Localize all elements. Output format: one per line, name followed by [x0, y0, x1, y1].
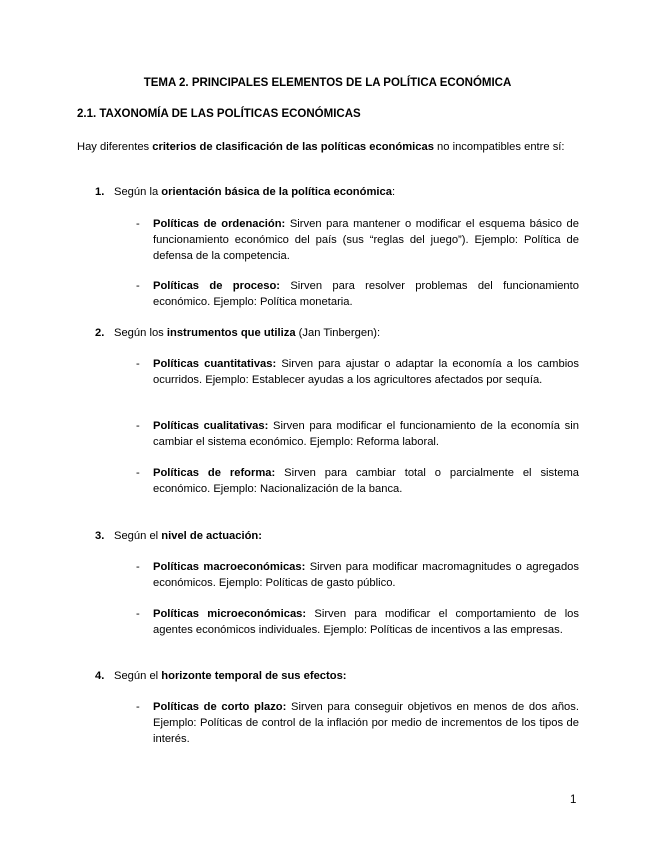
criterion-number: 2.: [95, 327, 105, 339]
item-term: Políticas macroeconómicas:: [153, 561, 306, 573]
criterion-prefix: Según la: [114, 186, 162, 198]
criterion-number: 4.: [95, 670, 105, 682]
dash-bullet: -: [136, 701, 140, 713]
list-item: [136, 699, 579, 747]
item-term: Políticas de proceso:: [153, 280, 280, 292]
item-text: Sirven para modificar el comportamiento de los agentes económicos individuales. Ejemplo: Políticas de incentivos a las empresas.: [153, 608, 579, 636]
item-term: Políticas microeconómicas:: [153, 608, 307, 620]
item-term: Políticas cuantitativas:: [153, 358, 277, 370]
intro-text: Hay diferentes: [77, 141, 153, 153]
dash-bullet: -: [136, 467, 140, 479]
item-text: Sirven para cambiar total o parcialmente el sistema económico. Ejemplo: Nacionalización de la banca.: [153, 467, 579, 495]
list-item: [136, 278, 579, 310]
dash-bullet: -: [136, 280, 140, 292]
criterion-key: orientación básica de la política económica: [161, 186, 392, 198]
page-title: TEMA 2. PRINCIPALES ELEMENTOS DE LA POLÍTICA ECONÓMICA: [143, 77, 512, 89]
criterion-prefix: Según el: [114, 530, 162, 542]
item-text: Sirven para resolver problemas del funcionamiento económico. Ejemplo: Política monetaria.: [153, 280, 579, 308]
intro-paragraph: [77, 139, 579, 155]
criterion-2: [95, 325, 575, 341]
intro-text-end: no incompatibles entre sí:: [433, 141, 565, 153]
item-text: Sirven para ajustar o adaptar la economía a los cambios ocurridos. Ejemplo: Establecer ayudas a los agricultores afectados por sequía.: [153, 358, 579, 386]
dash-bullet: -: [136, 218, 140, 230]
criterion-4: [95, 668, 575, 684]
criterion-number: 3.: [95, 530, 105, 542]
list-item: [136, 418, 579, 450]
dash-bullet: -: [136, 561, 140, 573]
criterion-key: instrumentos que utiliza: [166, 327, 296, 339]
list-item: [136, 216, 579, 264]
item-text: Sirven para mantener o modificar el esquema básico de funcionamiento económico del país (sus “reglas del juego”). Ejemplo: Política de defensa de la competencia.: [153, 218, 579, 262]
list-item: [136, 559, 579, 591]
dash-bullet: -: [136, 358, 140, 370]
item-term: Políticas de corto plazo:: [153, 701, 287, 713]
item-text: Sirven para modificar el funcionamiento de la economía sin cambiar el sistema económico. Ejemplo: Reforma laboral.: [153, 420, 579, 448]
list-item: [136, 356, 579, 388]
item-term: Políticas de ordenación:: [153, 218, 286, 230]
criterion-key: nivel de actuación:: [161, 530, 262, 542]
page-number: 1: [570, 794, 577, 806]
item-term: Políticas de reforma:: [153, 467, 276, 479]
section-heading: 2.1. TAXONOMÍA DE LAS POLÍTICAS ECONÓMICAS: [77, 108, 361, 120]
criterion-suffix: :: [391, 186, 396, 198]
criterion-key: horizonte temporal de sus efectos:: [161, 670, 347, 682]
intro-bold: criterios de clasificación de las políticas económicas: [152, 141, 434, 153]
criterion-3: [95, 528, 575, 544]
criterion-prefix: Según el: [114, 670, 162, 682]
item-text: Sirven para modificar macromagnitudes o agregados económicos. Ejemplo: Políticas de gasto público.: [153, 561, 579, 589]
list-item: [136, 606, 579, 638]
dash-bullet: -: [136, 608, 140, 620]
item-text: Sirven para conseguir objetivos en menos de dos años. Ejemplo: Políticas de control de la inflación por medio de incrementos de los tipos de interés.: [153, 701, 579, 745]
criterion-suffix: (Jan Tinbergen):: [295, 327, 381, 339]
dash-bullet: -: [136, 420, 140, 432]
list-item: [136, 465, 579, 497]
criterion-prefix: Según los: [114, 327, 167, 339]
criterion-1: [95, 184, 575, 200]
criterion-number: 1.: [95, 186, 105, 198]
item-term: Políticas cualitativas:: [153, 420, 269, 432]
